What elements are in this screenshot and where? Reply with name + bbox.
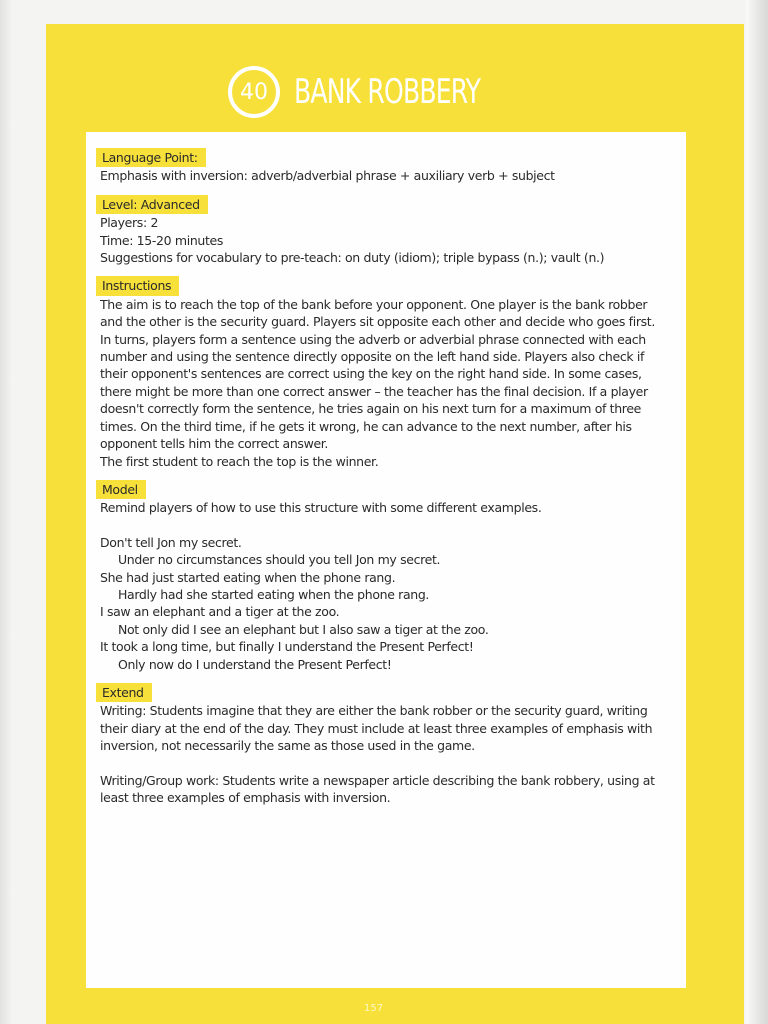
model-intro: Remind players of how to use this structure with some different examples.: [100, 500, 542, 516]
instructions-section: [100, 276, 660, 469]
activity-number-badge: 40: [228, 66, 280, 118]
language-point-section: [100, 148, 660, 185]
example-inverted: Only now do I understand the Present Perfect!: [118, 656, 392, 672]
page-title: BANK ROBBERY: [294, 72, 481, 112]
extend-paragraph: Writing/Group work: Students write a newspaper article describing the bank robbery, using at least three examples of emphasis with inversion.: [100, 772, 655, 805]
page-number: 157: [364, 1003, 384, 1014]
vocabulary-text: Suggestions for vocabulary to pre-teach: on duty (idiom); triple bypass (n.); vault (n.): [100, 250, 605, 266]
activity-content: [100, 148, 660, 816]
spacer: [100, 755, 660, 772]
example-original: Don't tell Jon my secret.: [100, 534, 242, 550]
spacer: [100, 517, 660, 534]
instructions-paragraph: The first student to reach the top is the winner.: [100, 453, 379, 469]
page-edge: [746, 0, 768, 1024]
extend-section: [100, 683, 660, 806]
page-header: [228, 60, 521, 124]
extend-heading: Extend: [96, 683, 152, 702]
level-heading: Level: Advanced: [96, 195, 208, 214]
example-inverted: Under no circumstances should you tell Jon my secret.: [118, 552, 441, 568]
example-inverted: Not only did I see an elephant but I also saw a tiger at the zoo.: [118, 621, 489, 637]
language-point-text: Emphasis with inversion: adverb/adverbial phrase + auxiliary verb + subject: [100, 168, 555, 184]
instructions-paragraph: In turns, players form a sentence using the adverb or adverbial phrase connected with each number and using the sentence directly opposite on the left hand side. Players also check if their opponent's sentences are correct using the key on the right hand side. In some cases, there might be more than one correct answer – the teacher has the final decision. If a player doesn't correctly form the sentence, he tries again on his next turn for a maximum of three times. On the third time, if he gets it wrong, he can advance to the next number, after his opponent tells him the correct answer.: [100, 331, 648, 452]
extend-paragraph: Writing: Students imagine that they are either the bank robber or the security guard, writing their diary at the end of the day. They must include at least three examples of emphasis with inversion, not necessarily the same as those used in the game.: [100, 703, 653, 754]
page-gutter-shadow: [0, 0, 14, 1024]
example-original: I saw an elephant and a tiger at the zoo.: [100, 604, 340, 620]
instructions-paragraph: The aim is to reach the top of the bank before your opponent. One player is the bank robber and the other is the security guard. Players sit opposite each other and decide who goes first.: [100, 296, 655, 330]
example-original: It took a long time, but finally I understand the Present Perfect!: [100, 639, 474, 655]
model-heading: Model: [96, 480, 146, 499]
example-inverted: Hardly had she started eating when the phone rang.: [118, 586, 430, 602]
players-text: Players: 2: [100, 215, 159, 231]
instructions-heading: Instructions: [96, 276, 179, 295]
level-section: [100, 195, 660, 267]
example-original: She had just started eating when the phone rang.: [100, 569, 396, 585]
time-text: Time: 15-20 minutes: [100, 232, 224, 248]
model-section: [100, 480, 660, 673]
language-point-heading: Language Point:: [96, 148, 206, 167]
